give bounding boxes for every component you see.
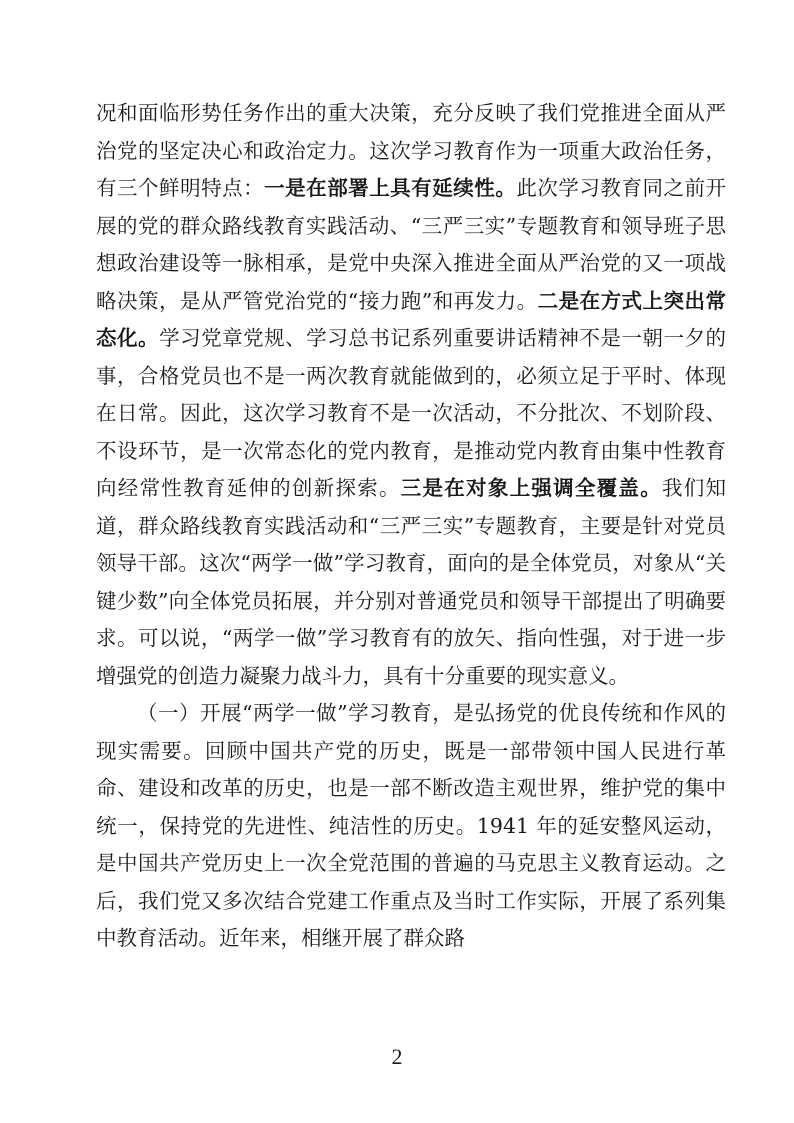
paragraph-2	[96, 695, 726, 958]
page-number: 2	[391, 1044, 403, 1069]
bold-heading-run: 三是在对象上强调全覆盖。	[400, 476, 662, 500]
text-run: （一）开展“两学一做”学习教育，是弘扬党的优良传统和作风的现实需要。	[96, 701, 726, 763]
text-run: 我们知道，群众路线教育实践活动和“三严三实”专题教育，主要是针对党员领导干部。这次“两学一做”学习教育，面向的是全体党员，对象从“关键少数”向全体党员拓展，并分别对普通党员和领导干部提出了明确要求。可以说，“两学一做”学习教育有的放矢、指向性强，对于进一步增强党的创造力凝聚力战斗力，具有十分重要的现实意义。	[96, 476, 727, 688]
text-run: 学习党章党规、学习总书记系列重要讲话精神不是一朝一夕的事，合格党员也不是一两次教育就能做到的，必须立足于平时、体现在日常。因此，这次学习教育不是一次活动，不分批次、不划阶段、不设环节，是一次常态化的党内教育，是推动党内教育由集中性教育向经常性教育延伸的创新探索。	[96, 326, 727, 500]
text-run: 此次学习教育同之前开展的党的群众路线教育实践活动、“三严三实”专题教育和领导班子思想政治建设等一脉相承，是党中央深入推进全面从严治党的又一项战略决策，是从严管党治党的“接力跑”和再发力。	[96, 176, 727, 313]
text-run: 回顾中国共产党的历史，既是一部带领中国人民进行革命、建设和改革的历史，也是一部不断改造主观世界，维护党的集中统一，保持党的先进性、纯洁性的历史。1941 年的延安整风运动，是中国共产党历史上一次全党范围的普遍的马克思主义教育运动。之后，我们党又多次结合党建工作重点及当时工作实际，开展了系列集中教育活动。近年来，相继开展了群众路	[96, 738, 727, 950]
bold-heading-run: 一是在部署上具有延续性。	[264, 176, 517, 200]
text-run: 况和面临形势任务作出的重大决策，充分反映了我们党推进全面从严治党的坚定决心和政治定力。这次学习教育作为一项重大政治任务，有三个鲜明特点：	[96, 101, 726, 200]
paragraph-1	[96, 95, 726, 695]
body-text	[96, 95, 726, 958]
bold-heading-run: 二是在方式上突出常态化。	[96, 288, 726, 350]
